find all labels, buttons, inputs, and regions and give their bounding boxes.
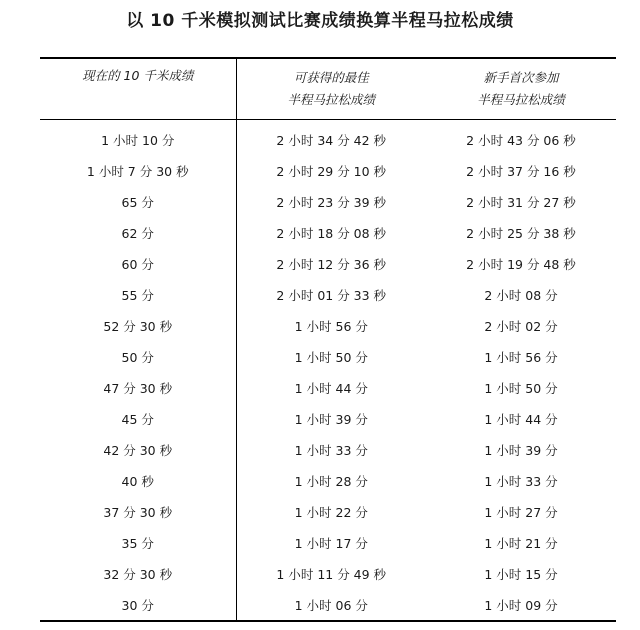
cell-current-10k: 1 小时 7 分 30 秒 [86, 163, 189, 179]
cell-best-half: 1 小时 33 分 [236, 434, 426, 465]
cell-best-half: 1 小时 11 分 49 秒 [236, 558, 426, 589]
header-row [40, 58, 616, 120]
table-row [40, 372, 616, 403]
header-beginner-half [426, 58, 616, 120]
cell-best-half: 2 小时 12 分 36 秒 [236, 248, 426, 279]
cell-beginner-half: 1 小时 50 分 [484, 380, 558, 396]
cell-best-half: 1 小时 28 分 [236, 465, 426, 496]
cell-current-10k: 42 分 30 秒 [103, 442, 173, 458]
cell-beginner-half: 1 小时 09 分 [484, 597, 558, 613]
header-current-10k [40, 58, 236, 120]
cell-best-half: 1 小时 39 分 [236, 403, 426, 434]
table-row [40, 558, 616, 589]
table-row [40, 496, 616, 527]
cell-best-half: 2 小时 01 分 33 秒 [236, 279, 426, 310]
table-row [40, 186, 616, 217]
cell-beginner-half: 1 小时 39 分 [484, 442, 558, 458]
header-best-half-line1: 可获得的最佳 [293, 70, 369, 85]
cell-beginner-half: 1 小时 27 分 [484, 504, 558, 520]
cell-beginner-half: 1 小时 21 分 [484, 535, 558, 551]
cell-current-10k: 45 分 [121, 411, 154, 427]
cell-current-10k: 52 分 30 秒 [103, 318, 173, 334]
conversion-table [40, 57, 616, 622]
cell-best-half: 1 小时 44 分 [236, 372, 426, 403]
cell-current-10k: 50 分 [121, 349, 154, 365]
cell-beginner-half: 2 小时 08 分 [484, 287, 558, 303]
table-row [40, 155, 616, 186]
table-row [40, 341, 616, 372]
document-title: 以 10 千米模拟测试比赛成绩换算半程马拉松成绩 [126, 11, 514, 31]
cell-current-10k: 65 分 [121, 194, 154, 210]
cell-best-half: 2 小时 34 分 42 秒 [236, 120, 426, 156]
cell-current-10k: 47 分 30 秒 [103, 380, 173, 396]
cell-beginner-half: 2 小时 19 分 48 秒 [466, 256, 576, 272]
header-beginner-half-line2: 半程马拉松成绩 [477, 92, 565, 107]
cell-current-10k: 37 分 30 秒 [103, 504, 173, 520]
cell-beginner-half: 2 小时 02 分 [484, 318, 558, 334]
cell-beginner-half: 1 小时 15 分 [484, 566, 558, 582]
table-row [40, 527, 616, 558]
header-best-half-line2: 半程马拉松成绩 [287, 92, 375, 107]
table-row [40, 589, 616, 621]
cell-current-10k: 40 秒 [121, 473, 154, 489]
cell-best-half: 1 小时 50 分 [236, 341, 426, 372]
table-row [40, 310, 616, 341]
cell-beginner-half: 2 小时 43 分 06 秒 [466, 132, 576, 148]
table-row [40, 217, 616, 248]
header-beginner-half-line1: 新手首次参加 [483, 70, 559, 85]
cell-current-10k: 62 分 [121, 225, 154, 241]
table-row [40, 434, 616, 465]
cell-beginner-half: 2 小时 37 分 16 秒 [466, 163, 576, 179]
cell-current-10k: 55 分 [121, 287, 154, 303]
header-best-half [236, 58, 426, 120]
cell-best-half: 2 小时 18 分 08 秒 [236, 217, 426, 248]
table-row [40, 248, 616, 279]
cell-beginner-half: 2 小时 25 分 38 秒 [466, 225, 576, 241]
cell-current-10k: 30 分 [121, 597, 154, 613]
cell-best-half: 1 小时 56 分 [236, 310, 426, 341]
cell-best-half: 2 小时 23 分 39 秒 [236, 186, 426, 217]
cell-beginner-half: 1 小时 44 分 [484, 411, 558, 427]
cell-best-half: 2 小时 29 分 10 秒 [236, 155, 426, 186]
table-row [40, 465, 616, 496]
cell-best-half: 1 小时 22 分 [236, 496, 426, 527]
header-current-10k-label: 现在的 10 千米成绩 [82, 68, 194, 83]
table-row [40, 120, 616, 156]
cell-current-10k: 35 分 [121, 535, 154, 551]
cell-beginner-half: 1 小时 56 分 [484, 349, 558, 365]
cell-best-half: 1 小时 17 分 [236, 527, 426, 558]
table-row [40, 279, 616, 310]
cell-best-half: 1 小时 06 分 [236, 589, 426, 621]
cell-beginner-half: 2 小时 31 分 27 秒 [466, 194, 576, 210]
cell-current-10k: 1 小时 10 分 [101, 132, 175, 148]
table-row [40, 403, 616, 434]
cell-current-10k: 32 分 30 秒 [103, 566, 173, 582]
table-header [40, 58, 616, 120]
cell-current-10k: 60 分 [121, 256, 154, 272]
table-body [40, 120, 616, 622]
cell-beginner-half: 1 小时 33 分 [484, 473, 558, 489]
conversion-table-container [40, 57, 616, 622]
